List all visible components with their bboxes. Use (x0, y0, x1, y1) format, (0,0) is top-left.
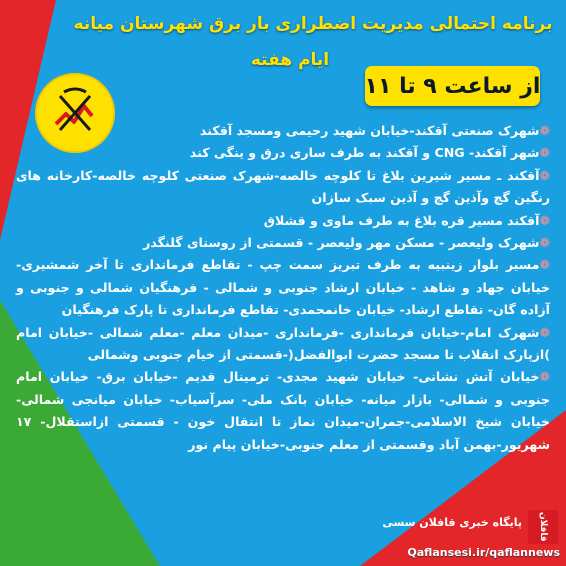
bullet-icon: ❁ (539, 235, 550, 251)
agency-name: پایگاه خبری قافلان سسی (382, 516, 522, 529)
page-title: برنامه احتمالی مدیریت اضطراری بار برق شهرستان میانه (73, 14, 553, 34)
agency-logo: قافلان (528, 510, 558, 544)
time-banner: از ساعت ۹ تا ۱۱ (365, 66, 540, 106)
schedule-text (16, 120, 550, 520)
bullet-icon: ❁ (539, 369, 550, 385)
news-agency-footer (366, 508, 566, 566)
area-item: ❁شهرک ولیعصر - مسکن مهر ولیعصر - قسمتی از روستای گلنگدر (143, 235, 550, 251)
bullet-icon: ❁ (539, 324, 550, 340)
area-item: ❁شهرک صنعتی آقکند-خیابان شهید رحیمی ومسجد آقکند (199, 123, 550, 138)
area-item: ❁شهر آقکند- CNG و آقکند به طرف ساری درق و ینگی کند (189, 145, 550, 161)
bullet-icon: ❁ (539, 145, 550, 161)
page-subtitle: ایام هفته (250, 50, 330, 70)
area-item: ❁آقکند مسیر قره بلاغ به طرف ماوی و قشلاق (263, 212, 550, 228)
area-item: ❁شهرک امام-خیابان فرمانداری -فرمانداری -میدان معلم -معلم شمالی -خیابان امام )ازپارک انقلاب تا مسجد حضرت ابوالفضل(-قسمتی از خیام جنوبی وشمالی (16, 324, 550, 363)
bullet-icon: ❁ (539, 167, 550, 183)
area-item: ❁مسیر بلوار زینبیه به طرف تبریز سمت چپ - تقاطع فرمانداری تا آخر شمشیری- خیابان جهاد و شاهد - خیابان ارشاد جنوبی و شمالی - فرهنگیان شمالی و جنوبی و آزاده گان- تقاطع ارشاد- خیابان خانمحمدی- تقاطع فرمانداری تا پارک فرهنگیان (16, 257, 550, 318)
area-item: ❁خیابان آتش نشانی- خیابان شهید مجدی- ترمینال قدیم -خیابان برق- خیابان امام جنوبی و شمالی- بازار میانه- خیابان بانک ملی- سرآسیاب- خیابان میانجی شمالی- خیابان شیخ الاسلامی-جمران-میدان نماز تا انتقال خون - قسمتی ازاستقلال- ۱۷ شهریور-بهمن آباد وقسمتی از معلم جنوبی-خیابان پیام نور (16, 369, 550, 452)
bullet-icon: ❁ (539, 123, 550, 138)
agency-url[interactable]: Qaflansesi.ir/qaflannews (407, 546, 560, 559)
bullet-icon: ❁ (539, 212, 550, 228)
area-item: ❁آقکند ـ مسیر شیرین بلاغ تا کلوچه خالصه-شهرک صنعتی کلوچه خالصه-کارخانه های رنگین گچ وآذین گچ و آذین سبک سازان (16, 167, 550, 206)
bullet-icon: ❁ (539, 257, 550, 273)
